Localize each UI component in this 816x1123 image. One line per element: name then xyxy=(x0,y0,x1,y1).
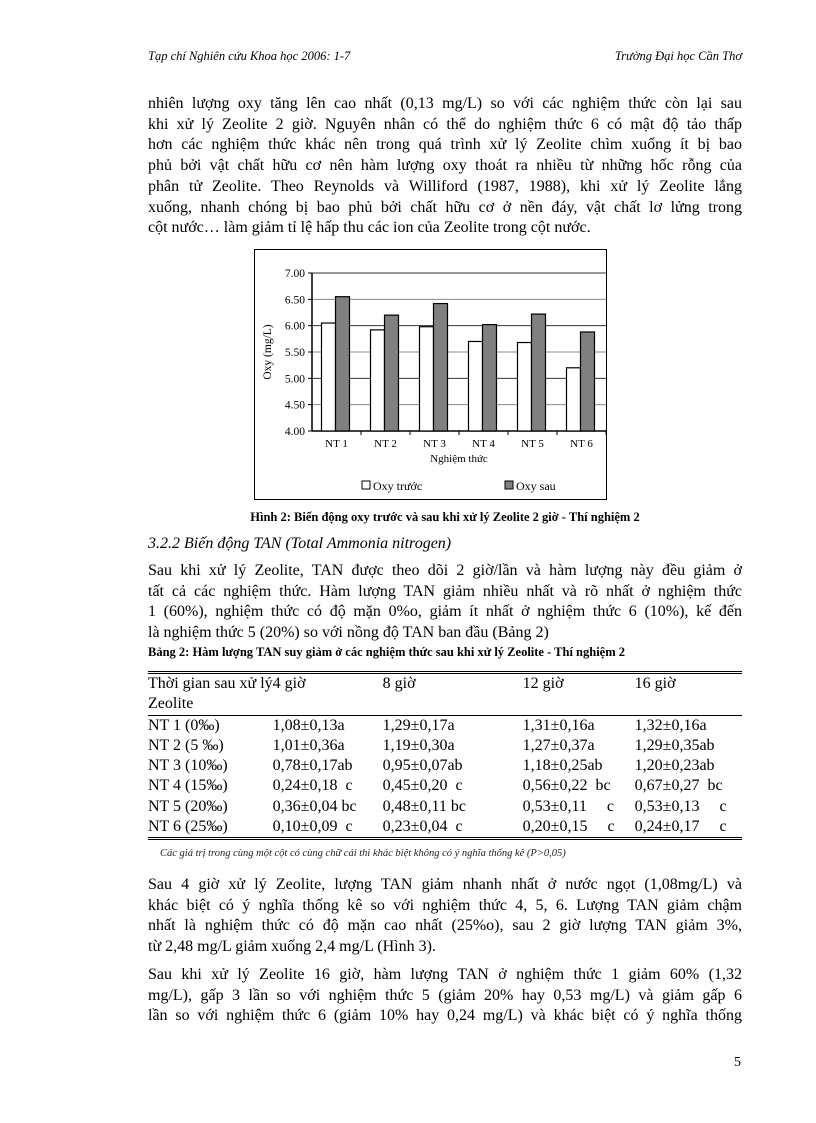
y-tick-label: 4.00 xyxy=(284,426,305,438)
table-cell: 0,78±0,17ab xyxy=(272,757,353,775)
y-axis-label: Oxy (mg/L) xyxy=(262,324,274,380)
bar-oxy-sau xyxy=(483,325,497,431)
table-cell: 1,27±0,37a xyxy=(522,736,595,754)
x-tick-label: NT 2 xyxy=(374,438,397,450)
bar-oxy-truoc xyxy=(469,341,483,431)
x-tick-label: NT 3 xyxy=(423,438,446,450)
bar-oxy-truoc xyxy=(420,327,434,431)
table-row xyxy=(148,817,742,839)
table-cell: 1,31±0,16a xyxy=(522,716,595,734)
table-cell: 1,29±0,35ab xyxy=(634,736,715,754)
table-cell: 0,24±0,17 c xyxy=(634,818,727,836)
legend-swatch xyxy=(505,481,513,489)
table-cell: 1,29±0,17a xyxy=(382,716,455,734)
table-row xyxy=(148,715,742,736)
bar-oxy-truoc xyxy=(567,368,581,431)
table-cell: 0,45±0,20 c xyxy=(382,777,463,795)
table-cell: 0,23±0,04 c xyxy=(382,818,463,836)
paragraph-3 xyxy=(148,875,742,958)
table-cell: 1,20±0,23ab xyxy=(634,757,715,775)
text-line: Sau khi xử lý Zeolite, TAN được theo dõi 2 giờ/lần và hàm lượng này đều giảm ở xyxy=(148,562,742,579)
paragraph-2 xyxy=(148,561,742,644)
table-row xyxy=(148,736,742,756)
text-line: hơn các nghiệm thức khác nên trong quá trình xử lý Zeolite chìm xuống ít bị bao xyxy=(148,136,742,154)
paragraph-4 xyxy=(148,965,742,1027)
text-line: Sau khi xử lý Zeolite 16 giờ, hàm lượng TAN ở nghiệm thức 1 giảm 60% (1,32 xyxy=(148,966,742,983)
bar-oxy-truoc xyxy=(518,343,532,431)
bar-oxy-sau xyxy=(434,304,448,431)
table-cell: 0,10±0,09 c xyxy=(272,818,353,836)
text-line: nhất là nghiệm thức có độ mặn cao nhất (25%o), sau 2 giờ lượng TAN giảm 3%, xyxy=(148,917,742,935)
text-line: Sau 4 giờ xử lý Zeolite, lượng TAN giảm nhanh nhất ở nước ngọt (1,08mg/L) và xyxy=(148,876,742,893)
row-label: NT 2 (5 ‰) xyxy=(148,736,224,754)
column-header: 16 giờ xyxy=(634,675,676,692)
bar-oxy-sau xyxy=(581,332,595,431)
y-tick-label: 5.50 xyxy=(284,347,305,359)
y-tick-label: 6.00 xyxy=(284,320,305,333)
table-cell: 0,36±0,04 bc xyxy=(272,797,357,815)
row-label: NT 6 (25‰) xyxy=(148,818,228,836)
section-heading: 3.2.2 Biến động TAN (Total Ammonia nitrogen) xyxy=(148,535,452,552)
table-note: Các giá trị trong cùng một cột có cùng chữ cái thì khác biệt không có ý nghĩa thống kê (P>0,05) xyxy=(160,848,566,859)
table-cell: 0,20±0,15 c xyxy=(522,818,615,836)
bar-oxy-truoc xyxy=(371,330,385,431)
tan-table xyxy=(148,671,742,840)
figure-caption: Hình 2: Biến động oxy trước và sau khi xử lý Zeolite 2 giờ - Thí nghiệm 2 xyxy=(250,510,640,524)
table-cell: 1,32±0,16a xyxy=(634,716,707,734)
text-line: mg/L), gấp 3 lần so với nghiệm thức 5 (giảm 20% hay 0,53 mg/L) và giảm gấp 6 xyxy=(148,986,742,1004)
table-cell: 0,56±0,22 bc xyxy=(522,777,611,795)
running-header-journal: Tạp chí Nghiên cứu Khoa học 2006: 1-7 xyxy=(148,49,351,63)
text-line: là nghiệm thức 5 (20%) so với nồng độ TAN ban đầu (Bảng 2) xyxy=(148,624,549,642)
column-header: 4 giờ xyxy=(272,675,306,692)
y-tick-label: 5.00 xyxy=(284,373,305,386)
y-tick-label: 4.50 xyxy=(284,399,305,412)
text-line: xuống, nhanh chóng bị bao phủ bởi chất hữu cơ ở nền đáy, vật chất lơ lửng trong xyxy=(148,198,742,216)
y-tick-label: 6.50 xyxy=(284,294,305,307)
text-line: từ 2,48 mg/L giảm xuống 2,4 mg/L (Hình 3). xyxy=(148,938,436,956)
table-cell: 0,53±0,13 c xyxy=(634,797,727,815)
column-header: Thời gian sau xử lý Zeolite xyxy=(148,675,273,713)
x-tick-label: NT 4 xyxy=(472,438,495,450)
text-line: phủ bởi vật chất hữu cơ nên hàm lượng oxy thoát ra nhiều từ những hốc rỗng của xyxy=(148,157,742,175)
running-header-university: Trường Đại học Cần Thơ xyxy=(614,49,742,63)
oxy-chart-svg xyxy=(255,250,606,499)
oxy-chart xyxy=(254,249,607,500)
table-header-row xyxy=(148,673,742,716)
y-tick-label: 7.00 xyxy=(284,268,305,280)
x-tick-label: NT 1 xyxy=(325,438,348,450)
column-header: 12 giờ xyxy=(522,675,564,692)
table-cell: 0,53±0,11 c xyxy=(522,797,614,815)
table-cell: 1,08±0,13a xyxy=(272,716,345,734)
row-label: NT 1 (0‰) xyxy=(148,716,220,734)
table-cell: 1,01±0,36a xyxy=(272,736,345,754)
column-header: 8 giờ xyxy=(382,675,416,692)
legend-label: Oxy sau xyxy=(516,479,556,493)
table-cell: 0,24±0,18 c xyxy=(272,777,353,795)
legend-label: Oxy trước xyxy=(373,479,423,493)
table-cell: 1,18±0,25ab xyxy=(522,757,603,775)
table-row xyxy=(148,776,742,796)
row-label: NT 4 (15‰) xyxy=(148,777,228,795)
table-row xyxy=(148,797,742,817)
table-row xyxy=(148,756,742,776)
table-cell: 0,67±0,27 bc xyxy=(634,777,723,795)
x-tick-label: NT 5 xyxy=(521,438,544,450)
legend-swatch xyxy=(362,481,370,489)
text-line: phân tử Zeolite. Theo Reynolds và Williford (1987, 1988), khi xử lý Zeolite lắng xyxy=(148,177,742,195)
bar-oxy-sau xyxy=(385,315,399,431)
table-cell: 0,95±0,07ab xyxy=(382,757,463,775)
text-line: khi xử lý Zeolite 2 giờ. Nguyên nhân có thể do nghiệm thức 6 có mật độ tảo thấp xyxy=(148,115,742,133)
table-cell: 1,19±0,30a xyxy=(382,736,455,754)
text-line: cột nước… làm giảm tỉ lệ hấp thu các ion của Zeolite trong cột nước. xyxy=(148,219,591,237)
text-line: lần so với nghiệm thức 6 (giảm 10% hay 0,24 mg/L) và khác biệt có ý nghĩa thống xyxy=(148,1007,742,1025)
text-line: nhiên lượng oxy tăng lên cao nhất (0,13 mg/L) so với các nghiệm thức còn lại sau xyxy=(148,95,742,112)
paragraph-1 xyxy=(148,94,742,239)
text-line: khác biệt có ý nghĩa thống kê so với nghiệm thức 4, 5, 6. Lượng TAN giảm chậm xyxy=(148,896,742,914)
x-tick-label: NT 6 xyxy=(570,438,593,450)
row-label: NT 5 (20‰) xyxy=(148,797,228,815)
bar-oxy-truoc xyxy=(322,323,336,431)
text-line: tất cả các nghiệm thức. Hàm lượng TAN giảm nhiều nhất và rõ nhất ở nghiệm thức xyxy=(148,582,742,600)
x-axis-label: Nghiệm thức xyxy=(430,453,488,465)
text-line: 1 (60%), nghiệm thức có độ mặn 0%o, giảm ít nhất ở nghiệm thức 6 (10%), kế đến xyxy=(148,603,742,621)
row-label: NT 3 (10‰) xyxy=(148,757,228,775)
bar-oxy-sau xyxy=(336,297,350,431)
page-number: 5 xyxy=(734,1055,741,1070)
table-cell: 0,48±0,11 bc xyxy=(382,797,466,815)
table-caption: Bảng 2: Hàm lượng TAN suy giảm ở các nghiệm thức sau khi xử lý Zeolite - Thí nghiệm 2 xyxy=(148,645,626,659)
bar-oxy-sau xyxy=(532,314,546,431)
